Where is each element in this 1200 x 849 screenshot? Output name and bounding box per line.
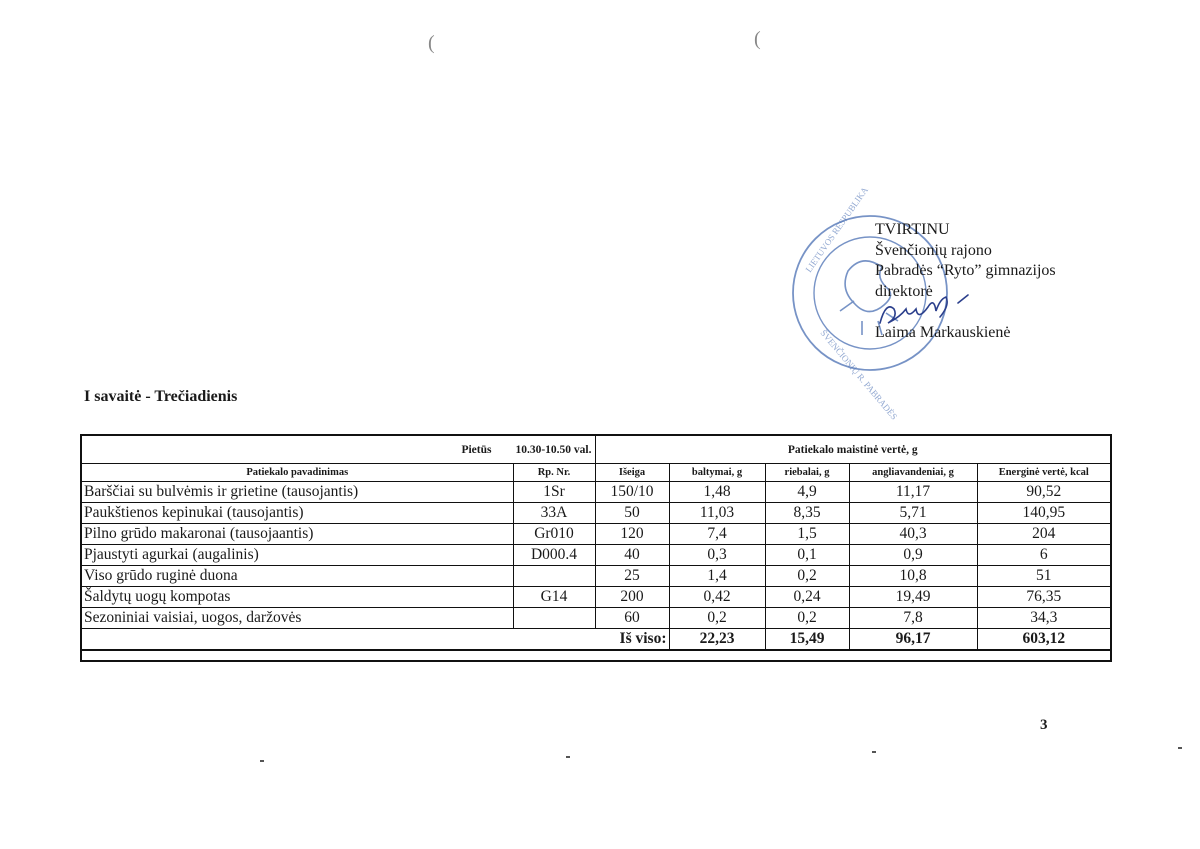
fat-value: 0,24 [765, 587, 849, 608]
recipe-number: D000.4 [513, 545, 595, 566]
energy-value: 76,35 [977, 587, 1111, 608]
total-fat: 15,49 [765, 629, 849, 651]
column-header: Rp. Nr. [513, 464, 595, 482]
portion-yield: 200 [595, 587, 669, 608]
meal-label: Pietūs [461, 443, 492, 456]
dish-name: Paukštienos kepinukai (tausojantis) [81, 503, 513, 524]
portion-yield: 25 [595, 566, 669, 587]
protein-value: 0,3 [669, 545, 765, 566]
portion-yield: 50 [595, 503, 669, 524]
protein-value: 7,4 [669, 524, 765, 545]
table-row [81, 608, 1111, 629]
recipe-number: G14 [513, 587, 595, 608]
table-row [81, 524, 1111, 545]
protein-value: 1,4 [669, 566, 765, 587]
protein-value: 1,48 [669, 482, 765, 503]
column-header: angliavandeniai, g [849, 464, 977, 482]
scan-mark: ( [428, 32, 435, 54]
protein-value: 11,03 [669, 503, 765, 524]
approval-heading: TVIRTINU [875, 221, 950, 238]
carbs-value: 40,3 [849, 524, 977, 545]
section-title: I savaitė - Trečiadienis [84, 388, 238, 405]
page-number: 3 [1040, 717, 1048, 733]
protein-value: 0,42 [669, 587, 765, 608]
table-row [81, 587, 1111, 608]
column-header: Išeiga [595, 464, 669, 482]
energy-value: 6 [977, 545, 1111, 566]
recipe-number [513, 608, 595, 629]
table-footer-strip [81, 650, 1111, 661]
total-protein: 22,23 [669, 629, 765, 651]
carbs-value: 10,8 [849, 566, 977, 587]
approval-name: Laima Markauskienė [875, 323, 1011, 341]
table-row [81, 566, 1111, 587]
approval-school: Pabradės “Ryto” gimnazijos [875, 262, 1056, 279]
svg-text:LIETUVOS RESPUBLIKA: LIETUVOS RESPUBLIKA [803, 185, 871, 275]
nutrition-header: Patiekalo maistinė vertė, g [595, 435, 1111, 464]
recipe-number [513, 566, 595, 587]
protein-value: 0,2 [669, 608, 765, 629]
carbs-value: 5,71 [849, 503, 977, 524]
carbs-value: 11,17 [849, 482, 977, 503]
carbs-value: 7,8 [849, 608, 977, 629]
approval-position: direktorė [875, 282, 933, 300]
menu-rows [81, 482, 1111, 629]
scan-mark [872, 751, 876, 753]
dish-name: Pjaustyti agurkai (augalinis) [81, 545, 513, 566]
scan-mark [566, 756, 570, 758]
column-header: Energinė vertė, kcal [977, 464, 1111, 482]
dish-name: Pilno grūdo makaronai (tausojaantis) [81, 524, 513, 545]
signature [872, 293, 982, 333]
portion-yield: 120 [595, 524, 669, 545]
fat-value: 4,9 [765, 482, 849, 503]
scan-mark [260, 760, 264, 762]
menu-table [80, 434, 1112, 662]
fat-value: 0,2 [765, 566, 849, 587]
dish-name: Barščiai su bulvėmis ir grietine (tausojantis) [81, 482, 513, 503]
portion-yield: 40 [595, 545, 669, 566]
recipe-number: Gr010 [513, 524, 595, 545]
fat-value: 0,1 [765, 545, 849, 566]
total-carbs: 96,17 [849, 629, 977, 651]
energy-value: 51 [977, 566, 1111, 587]
total-label: Iš viso: [81, 629, 669, 651]
dish-name: Sezoniniai vaisiai, uogos, daržovės [81, 608, 513, 629]
scan-mark [1178, 747, 1182, 749]
table-row [81, 503, 1111, 524]
carbs-value: 0,9 [849, 545, 977, 566]
meal-time: 10.30-10.50 val. [515, 443, 592, 456]
portion-yield: 60 [595, 608, 669, 629]
total-row [81, 629, 1111, 651]
column-header: baltymai, g [669, 464, 765, 482]
recipe-number: 33A [513, 503, 595, 524]
recipe-number: 1Sr [513, 482, 595, 503]
dish-name: Šaldytų uogų kompotas [81, 587, 513, 608]
fat-value: 0,2 [765, 608, 849, 629]
svg-text:ŠVENČIONIŲ R. PABRADĖS: ŠVENČIONIŲ R. PABRADĖS [818, 327, 900, 422]
table-row [81, 545, 1111, 566]
fat-value: 8,35 [765, 503, 849, 524]
column-header: riebalai, g [765, 464, 849, 482]
total-energy: 603,12 [977, 629, 1111, 651]
dish-name: Viso grūdo ruginė duona [81, 566, 513, 587]
energy-value: 204 [977, 524, 1111, 545]
carbs-value: 19,49 [849, 587, 977, 608]
energy-value: 140,95 [977, 503, 1111, 524]
energy-value: 34,3 [977, 608, 1111, 629]
scan-mark: ( [754, 28, 761, 50]
energy-value: 90,52 [977, 482, 1111, 503]
fat-value: 1,5 [765, 524, 849, 545]
table-row [81, 482, 1111, 503]
approval-municipality: Švenčionių rajono [875, 241, 992, 259]
column-header: Patiekalo pavadinimas [81, 464, 513, 482]
meal-header [81, 435, 595, 464]
portion-yield: 150/10 [595, 482, 669, 503]
